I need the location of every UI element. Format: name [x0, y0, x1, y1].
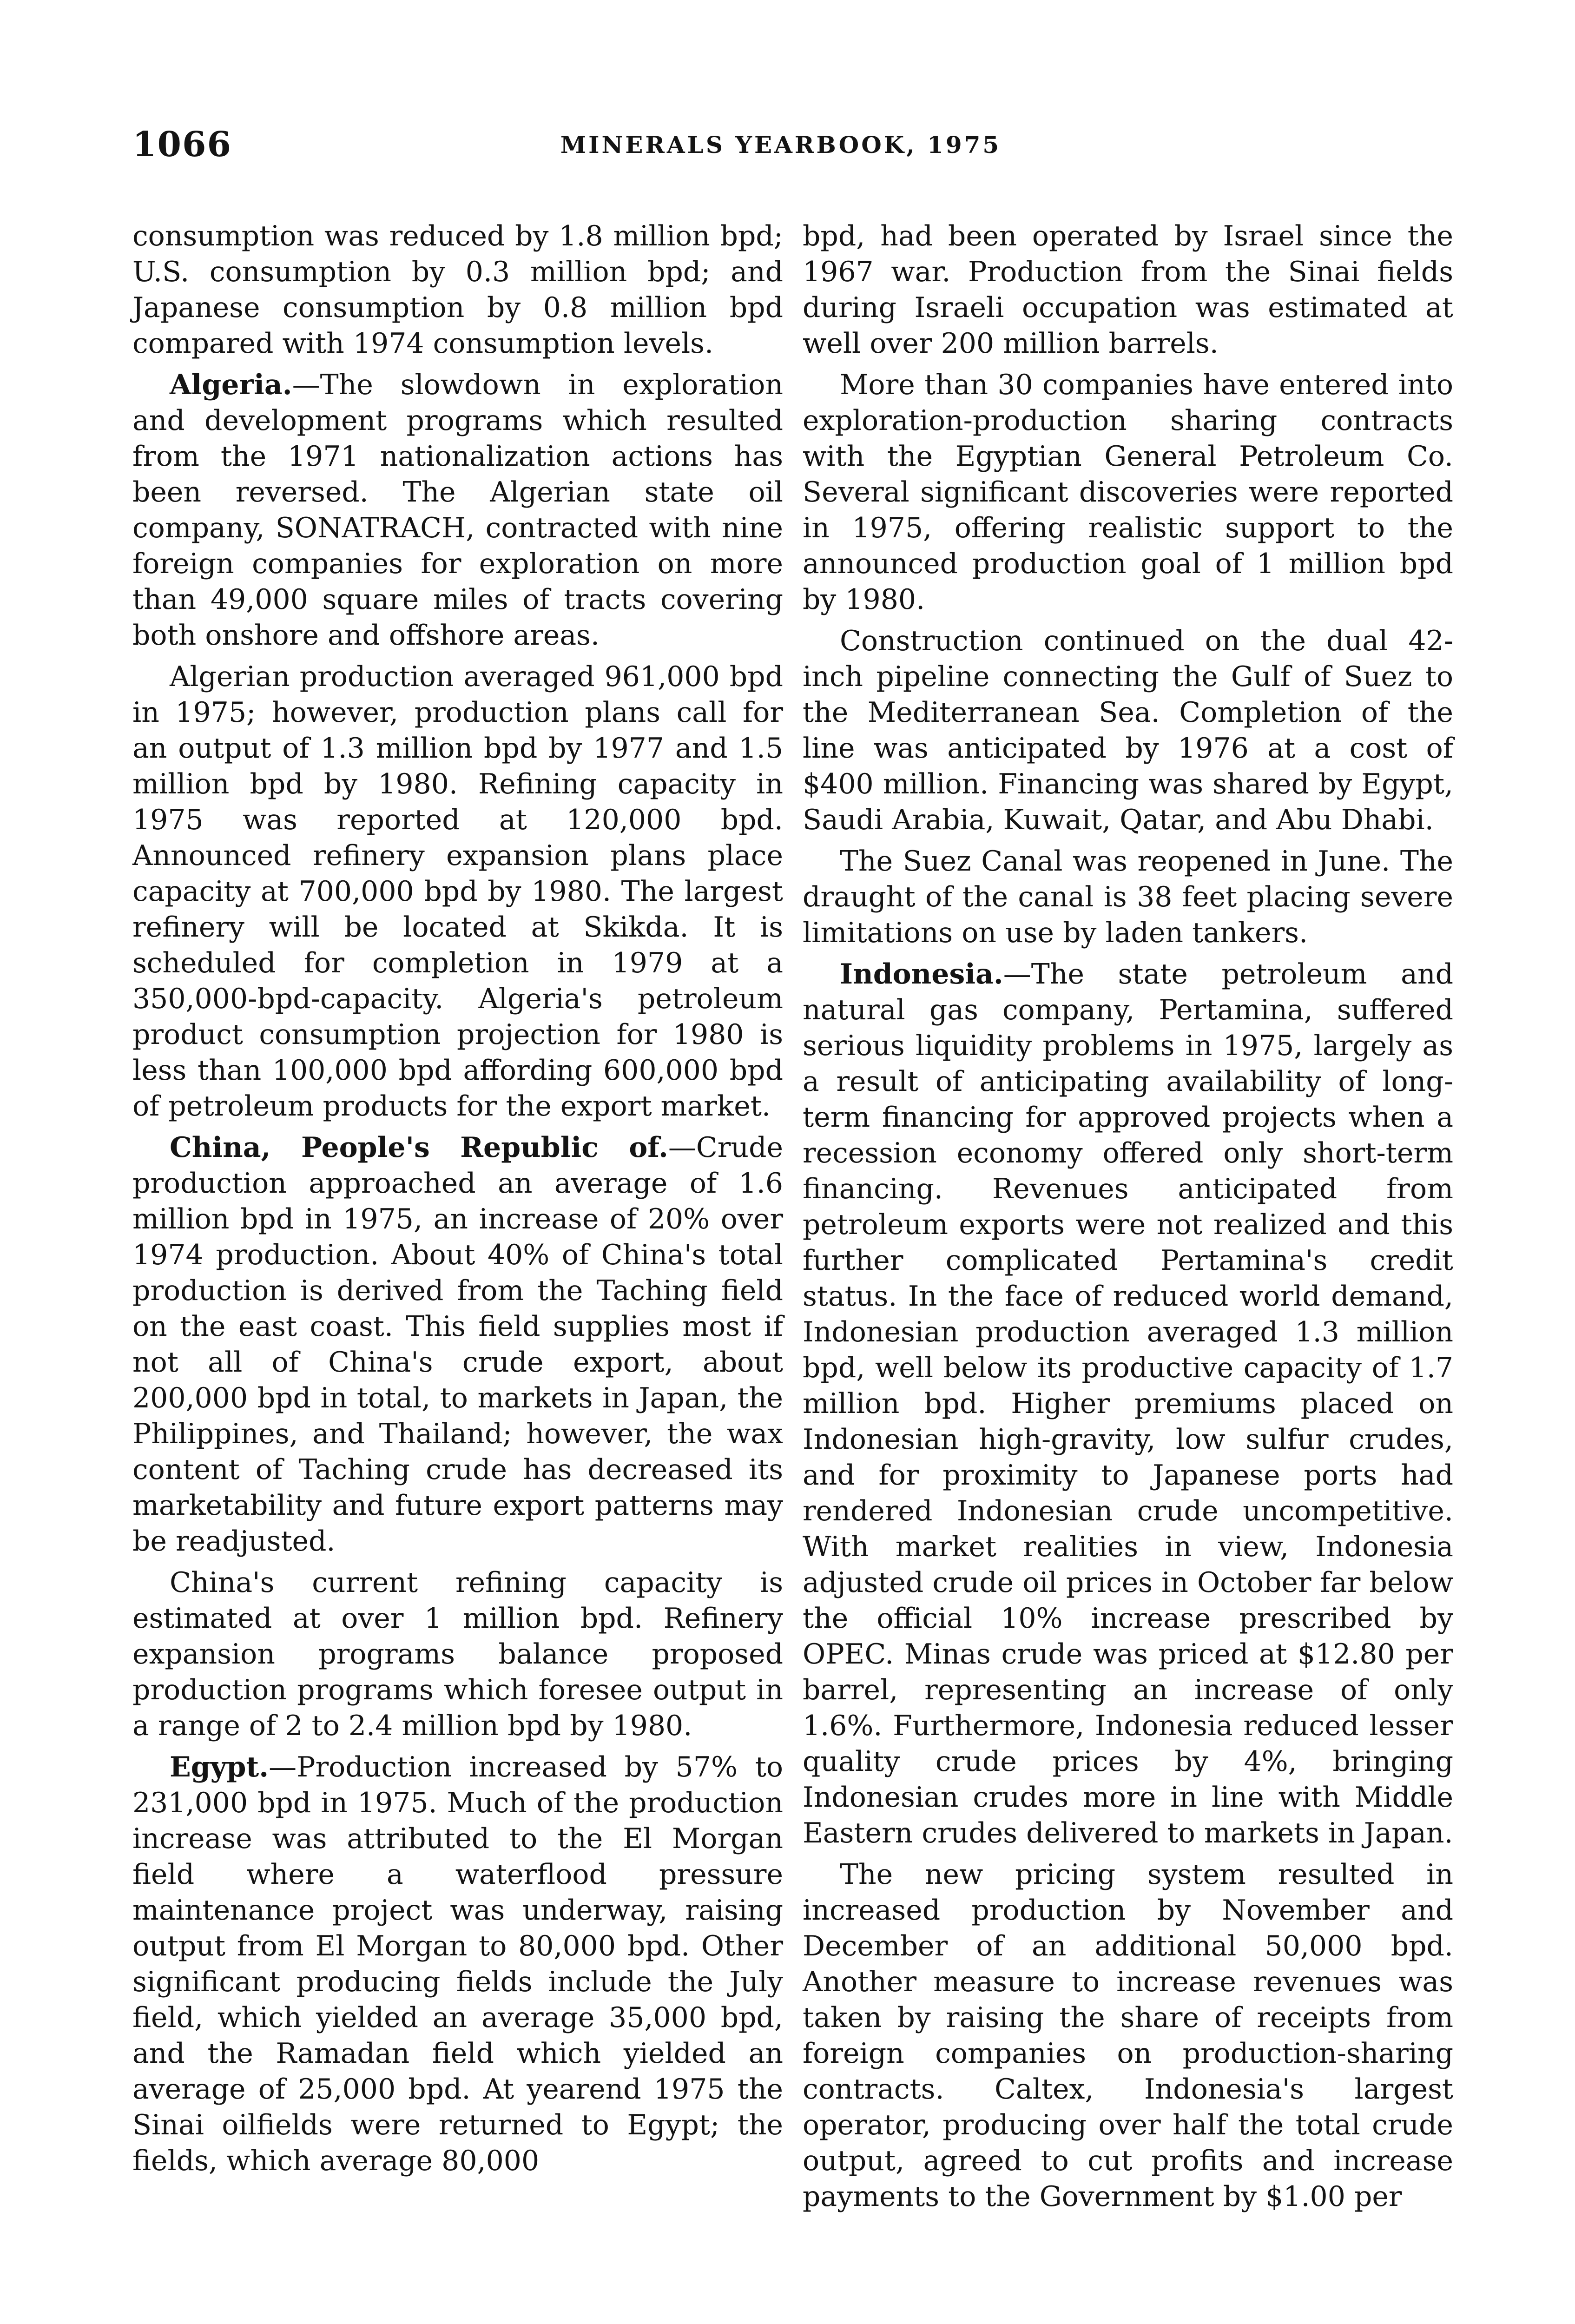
paragraph-text: —Crude production approached an average of 1.6 million bpd in 1975, an increase of 20% over 1974 production. About 40% of China's total production is derived from the Taching field on the east coast. This field supplies most if not all of China's crude export, about 200,000 bpd in total, to markets in Japan, the Philippines, and Thailand; however, the wax content of Taching crude has decreased its marketability and future export patterns may be readjusted. [132, 1131, 783, 1558]
section-heading-china: China, People's Republic of. [170, 1131, 668, 1164]
section-heading-indonesia: Indonesia. [840, 958, 1003, 990]
paragraph-algeria [132, 367, 783, 654]
right-column [803, 218, 1453, 2220]
running-head: MINERALS YEARBOOK, 1975 [560, 131, 1002, 158]
paragraph: China's current refining capacity is estimated at over 1 million bpd. Refinery expansion programs balance proposed production programs which foresee output in a range of 2 to 2.4 million bpd by 1980. [132, 1566, 783, 1742]
paragraph: Algerian production averaged 961,000 bpd in 1975; however, production plans call for an output of 1.3 million bpd by 1977 and 1.5 million bpd by 1980. Refining capacity in 1975 was reported at 120,000 bpd. Announced refinery expansion plans place capacity at 700,000 bpd by 1980. The largest refinery will be located at Skikda. It is scheduled for completion in 1979 at a 350,000-bpd-capacity. Algeria's petroleum product consumption projection for 1980 is less than 100,000 bpd affording 600,000 bpd of petroleum products for the export market. [132, 660, 783, 1122]
paragraph-text: —Production increased by 57% to 231,000 bpd in 1975. Much of the production increase was attributed to the El Morgan field where a waterflood pressure maintenance project was underway, raising output from El Morgan to 80,000 bpd. Other significant producing fields include the July field, which yielded an average 35,000 bpd, and the Ramadan field which yielded an average of 25,000 bpd. At yearend 1975 the Sinai oilfields were returned to Egypt; the fields, which average 80,000 [132, 1751, 783, 2177]
paragraph-text: —The state petroleum and natural gas company, Pertamina, suffered serious liquidity problems in 1975, largely as a result of anticipating availability of long-term financing for approved projects when a recession economy offered only short-term financing. Revenues anticipated from petroleum exports were not realized and this further complicated Pertamina's credit status. In the face of reduced world demand, Indonesian production averaged 1.3 million bpd, well below its productive capacity of 1.7 million bpd. Higher premiums placed on Indonesian high-gravity, low sulfur crudes, and for proximity to Japanese ports had rendered Indonesian crude uncompetitive. With market realities in view, Indonesia adjusted crude oil prices in October far below the official 10% increase prescribed by OPEC. Minas crude was priced at $12.80 per barrel, representing an increase of only 1.6%. Furthermore, Indonesia reduced lesser quality crude prices by 4%, bringing Indonesian crudes more in line with Middle Eastern crudes delivered to markets in Japan. [803, 958, 1453, 1849]
paragraph: The Suez Canal was reopened in June. The draught of the canal is 38 feet placing severe limitations on use by laden tankers. [803, 845, 1453, 949]
paragraph-indonesia [803, 957, 1453, 1851]
paragraph: consumption was reduced by 1.8 million bpd; U.S. consumption by 0.3 million bpd; and Japanese consumption by 0.8 million bpd compared with 1974 consumption levels. [132, 220, 783, 360]
page-header [132, 125, 1429, 176]
paragraph-egypt [132, 1750, 783, 2179]
section-heading-egypt: Egypt. [170, 1751, 269, 1783]
section-heading-algeria: Algeria. [170, 369, 292, 401]
left-column [132, 218, 783, 2185]
paragraph: bpd, had been operated by Israel since the 1967 war. Production from the Sinai fields during Israeli occupation was estimated at well over 200 million barrels. [803, 220, 1453, 360]
paragraph: More than 30 companies have entered into exploration-production sharing contracts with the Egyptian General Petroleum Co. Several significant discoveries were reported in 1975, offering realistic support to the announced production goal of 1 million bpd by 1980. [803, 369, 1453, 616]
paragraph: Construction continued on the dual 42-inch pipeline connecting the Gulf of Suez to the Mediterranean Sea. Completion of the line was anticipated by 1976 at a cost of $400 million. Financing was shared by Egypt, Saudi Arabia, Kuwait, Qatar, and Abu Dhabi. [803, 625, 1453, 836]
page-number: 1066 [132, 125, 232, 165]
paragraph-text: —The slowdown in exploration and development programs which resulted from the 1971 nationalization actions has been reversed. The Algerian state oil company, SONATRACH, contracted with nine foreign companies for exploration on more than 49,000 square miles of tracts covering both onshore and offshore areas. [132, 369, 783, 652]
paragraph-china [132, 1130, 783, 1559]
paragraph: The new pricing system resulted in increased production by November and December of an additional 50,000 bpd. Another measure to increase revenues was taken by raising the share of receipts from foreign companies on production-sharing contracts. Caltex, Indonesia's largest operator, producing over half the total crude output, agreed to cut profits and increase payments to the Government by $1.00 per [803, 1858, 1453, 2213]
